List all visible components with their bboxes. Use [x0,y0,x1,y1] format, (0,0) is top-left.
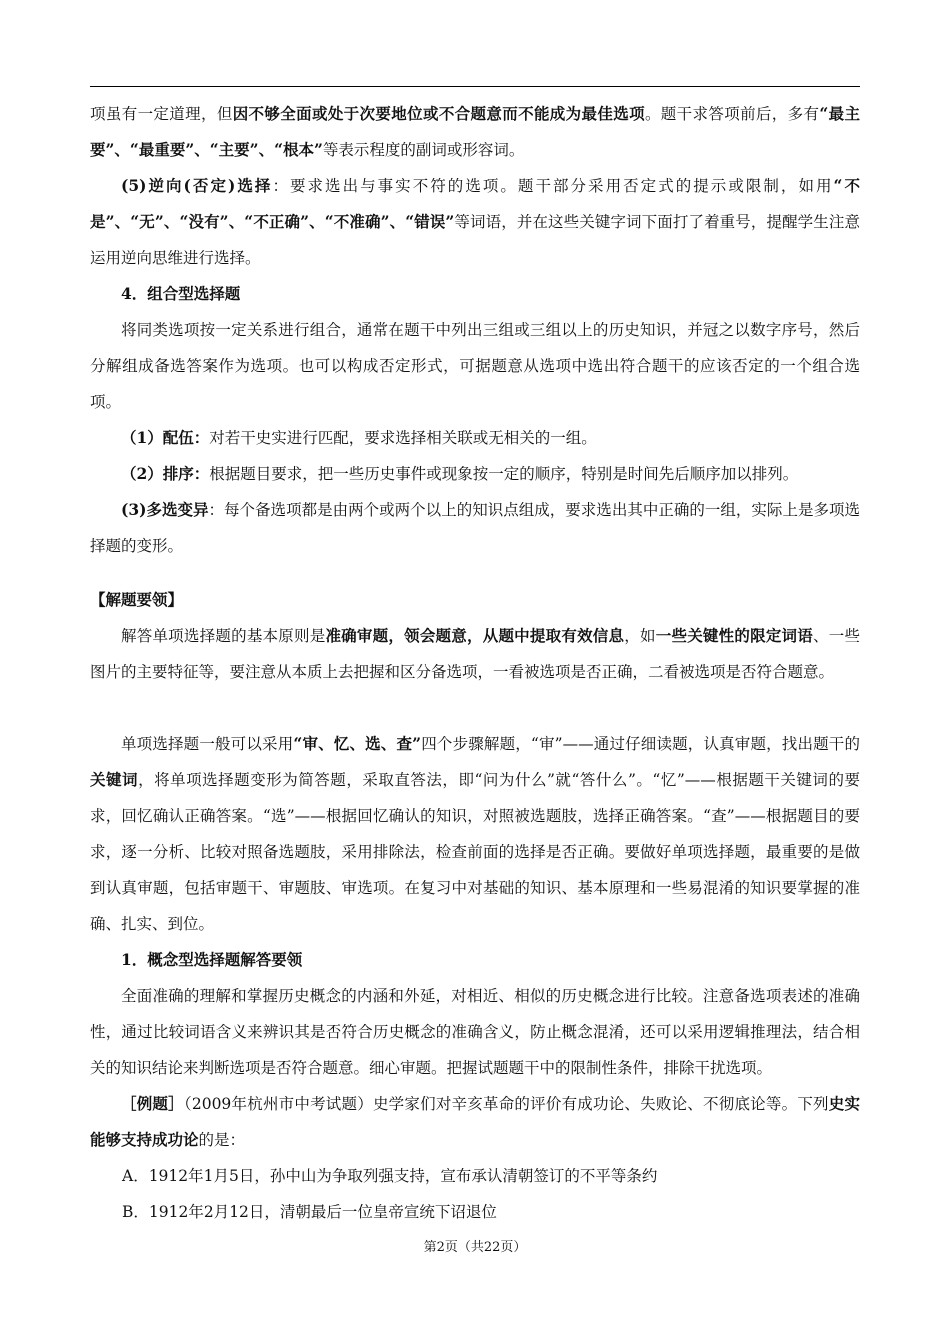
paragraph-concept: 全面准确的理解和掌握历史概念的内涵和外延，对相近、相似的历史概念进行比较。注意备选项表述的准确性，通过比较词语含义来辨识其是否符合历史概念的准确含义，防止概念混淆，还可以采用逻辑推理法，结合相关的知识结论来判断选项是否符合题意。细心审题。把握试题题干中的限制性条件，排除干扰选项。 [90,987,860,1077]
item-multi-variant: (3)多选变异：每个备选项都是由两个或两个以上的知识点组成，要求选出其中正确的一组，实际上是多项选择题的变形。 [90,500,860,555]
paragraph-four-steps: 单项选择题一般可以采用“审、忆、选、查”四个步骤解题，“审”——通过仔细读题，认真审题，找出题干的关键词，将单项选择题变形为简答题，采取直答法，即“问为什么”就“答什么”。“忆”——根据题干关键词的要求，回忆确认正确答案。“选”——根据回忆确认的知识，对照被选题肢，选择正确答案。“查”——根据题目的要求，逐一分析、比较对照备选题肢，采用排除法，检查前面的选择是否正确。要做好单项选择题，最重要的是做到认真审题，包括审题干、审题肢、审选项。在复习中对基础的知识、基本原理和一些易混淆的知识要掌握的准确、扎实、到位。 [90,734,860,933]
item-matching: （1）配伍：对若干史实进行匹配，要求选择相关联或无相关的一组。 [121,428,597,447]
paragraph-combination: 将同类选项按一定关系进行组合，通常在题干中列出三组或三组以上的历史知识，并冠之以数字序号，然后分解组成备选答案作为选项。也可以构成否定形式，可据题意从选项中选出符合题干的应该否定的一个组合选项。 [90,321,860,411]
paragraph-best-choice: 项虽有一定道理，但因不够全面或处于次要地位或不合题意而不能成为最佳选项。题干求答项前后，多有“最主要”、“最重要”、“主要”、“根本”等表示程度的副词或形容词。 [90,104,860,159]
paragraph-reverse-choice: (5)逆向(否定)选择：要求选出与事实不符的选项。题干部分采用否定式的提示或限制，如用“不是”、“无”、“没有”、“不正确”、“不准确”、“错误”等词语，并在这些关键字词下面打了着重号，提醒学生注意运用逆向思维进行选择。 [90,176,860,267]
section-heading: 【解题要领】 [90,590,184,609]
option-b: B．1912年2月12日，清朝最后一位皇帝宣统下诏退位 [122,1203,497,1221]
heading-combination-type: 4．组合型选择题 [121,284,241,303]
item-ordering: （2）排序：根据题目要求，把一些历史事件或现象按一定的顺序，特别是时间先后顺序加以排列。 [121,464,799,483]
paragraph-principle: 解答单项选择题的基本原则是准确审题，领会题意，从题中提取有效信息，如一些关键性的限定词语、一些图片的主要特征等，要注意从本质上去把握和区分备选项，一看被选项是否正确，二看被选项是否符合题意。 [90,626,860,681]
example-question: ［例题］（2009年杭州市中考试题）史学家们对辛亥革命的评价有成功论、失败论、不彻底论等。下列史实能够支持成功论的是： [90,1094,860,1149]
heading-concept-type: 1．概念型选择题解答要领 [121,950,303,969]
page-footer: 第2页（共22页） [423,1240,527,1255]
option-a: A．1912年1月5日，孙中山为争取列强支持，宣布承认清朝签订的不平等条约 [122,1167,658,1185]
header-rule [90,86,860,87]
